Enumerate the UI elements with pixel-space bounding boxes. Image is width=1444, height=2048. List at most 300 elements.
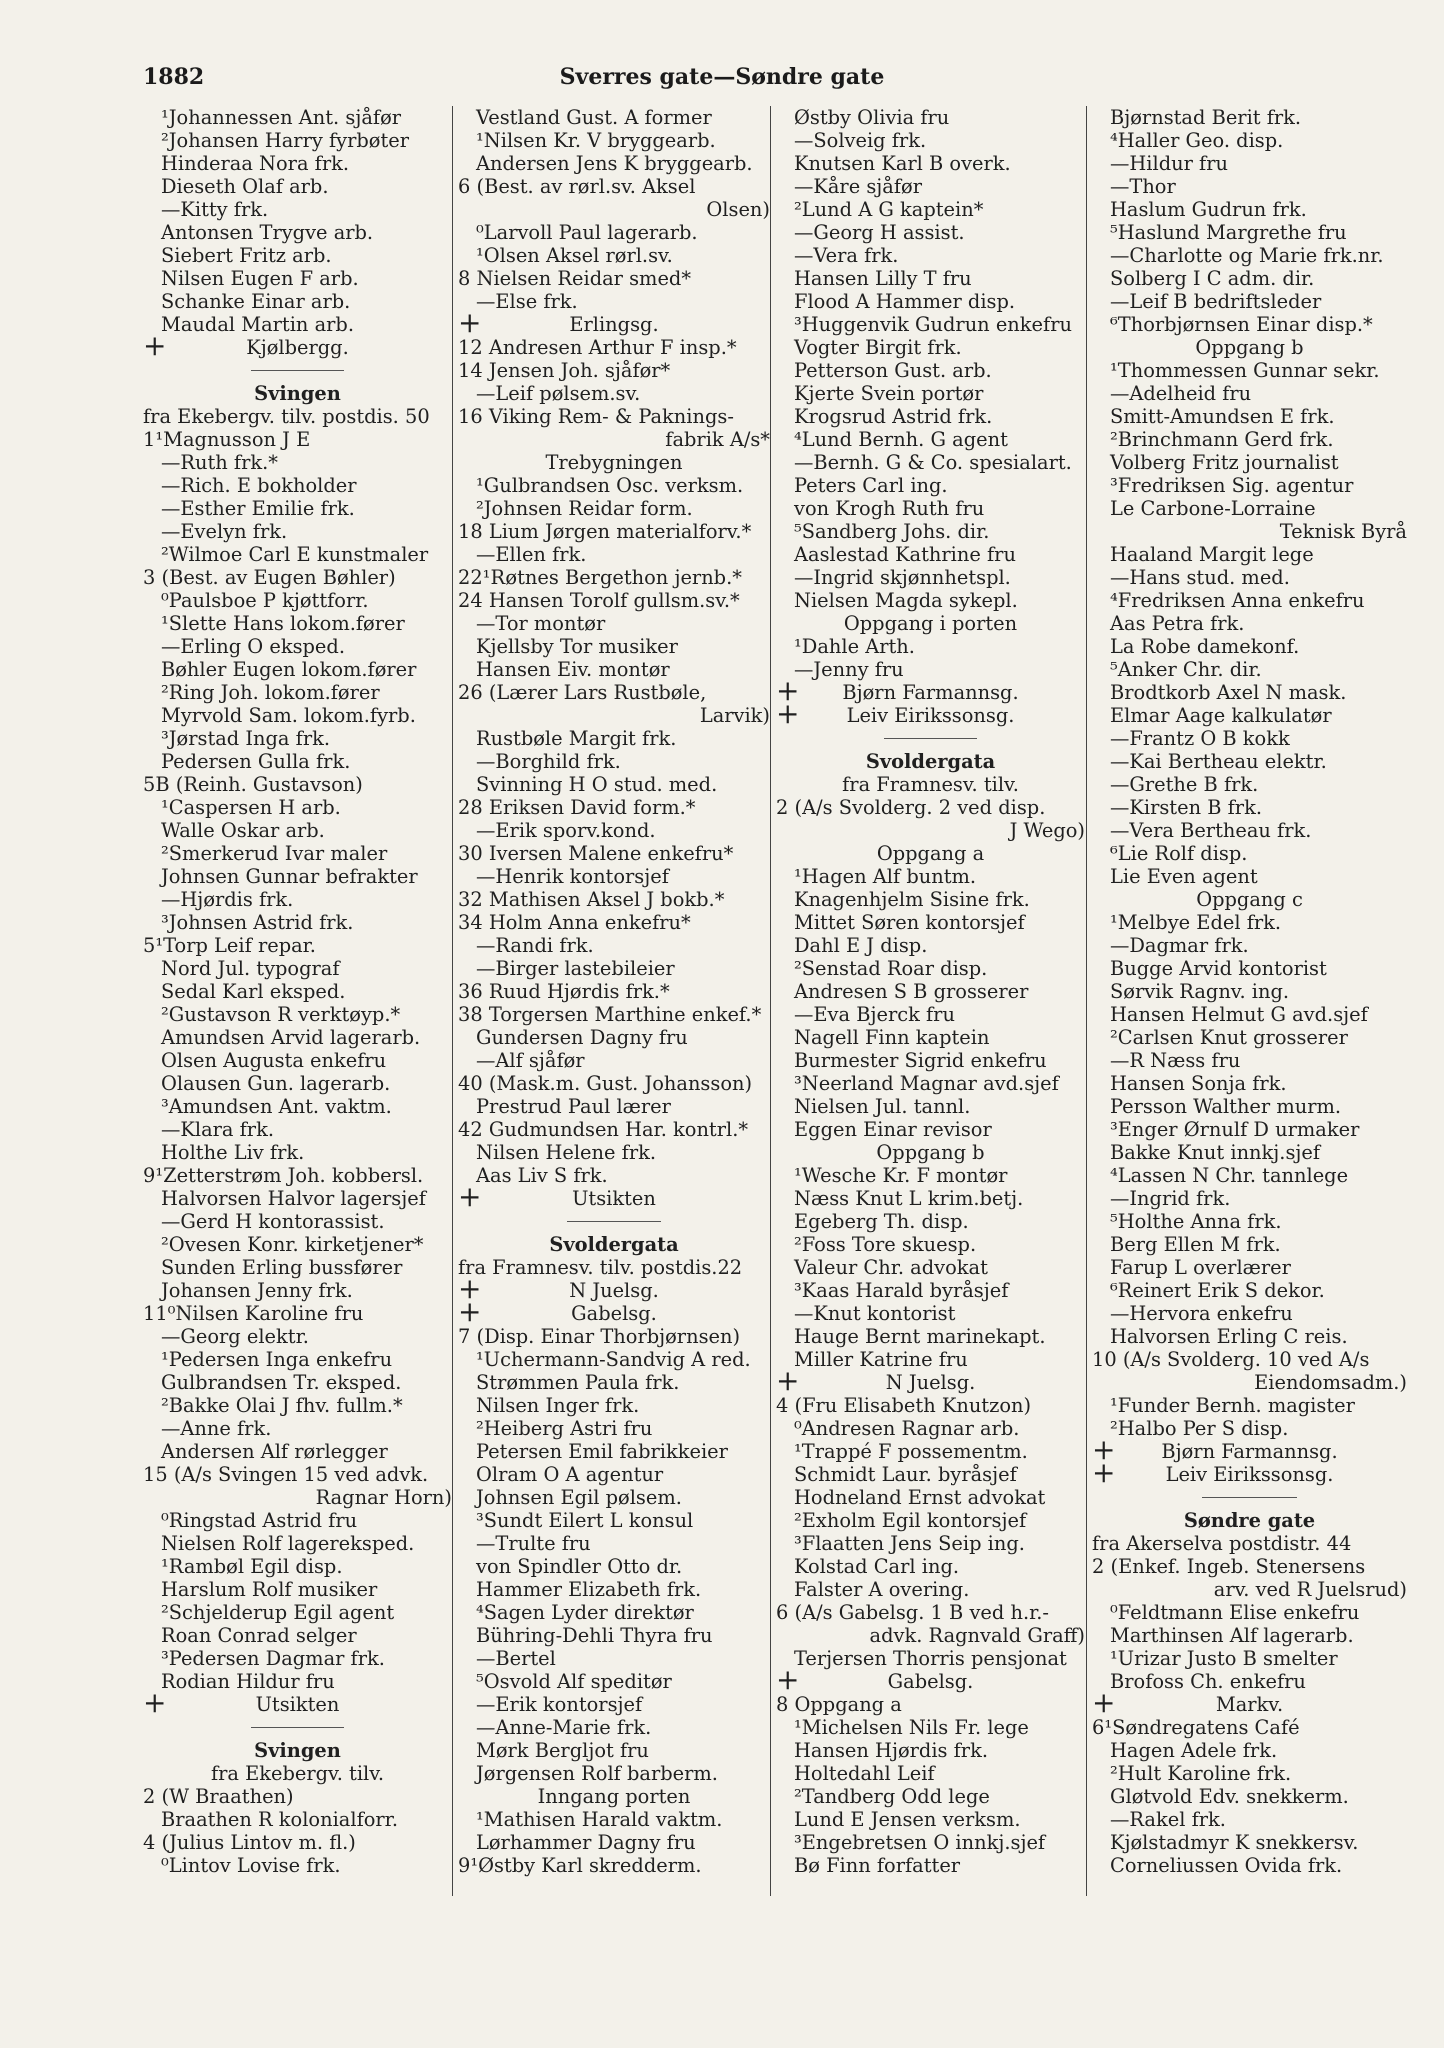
directory-entry: ³Jørstad Inga frk. bbox=[161, 727, 331, 750]
directory-entry: Falster A overing. bbox=[794, 1578, 970, 1601]
directory-entry: Lørhammer Dagny fru bbox=[476, 1831, 696, 1854]
directory-entry: ³Sundt Eilert L konsul bbox=[476, 1509, 694, 1532]
directory-entry: ²Carlsen Knut grosserer bbox=[1110, 1026, 1348, 1049]
directory-entry: ³Johnsen Astrid frk. bbox=[161, 911, 354, 934]
directory-entry: Burmester Sigrid enkefru bbox=[794, 1049, 1047, 1072]
sub-heading: Inngang porten bbox=[537, 1785, 691, 1808]
directory-entry: ³Fredriksen Sig. agentur bbox=[1110, 474, 1354, 497]
section-divider bbox=[143, 359, 452, 382]
directory-entry: Hansen Helmut G avd.sjef bbox=[1110, 1003, 1368, 1026]
directory-entry: Le Carbone-Lorraine bbox=[1110, 497, 1316, 520]
directory-entry: —Charlotte og Marie frk.nr. bbox=[1110, 244, 1384, 267]
street-heading: Svingen bbox=[254, 1739, 341, 1762]
directory-entry: —Evelyn frk. bbox=[161, 520, 288, 543]
cross-street: + N Juelsg. bbox=[458, 1279, 770, 1302]
directory-entry: Nilsen Helene frk. bbox=[476, 1141, 656, 1164]
sub-heading: fra Framnesv. tilv. bbox=[842, 773, 1019, 796]
directory-entry: ¹Wesche Kr. F montør bbox=[794, 1164, 1008, 1187]
directory-entry: —Birger lastebileier bbox=[476, 957, 675, 980]
sub-heading: Oppgang i porten bbox=[843, 612, 1018, 635]
directory-entry: Johnsen Gunnar befrakter bbox=[161, 865, 418, 888]
directory-entry: Schanke Einar arb. bbox=[161, 290, 351, 313]
directory-entry: ¹Michelsen Nils Fr. lege bbox=[794, 1716, 1029, 1739]
column-divider bbox=[770, 106, 771, 1896]
directory-entry: ⁰Larvoll Paul lagerarb. bbox=[476, 221, 698, 244]
directory-entry: Bøhler Eugen lokom.fører bbox=[161, 658, 417, 681]
section-divider bbox=[458, 1210, 770, 1233]
directory-entry: ¹Slette Hans lokom.fører bbox=[161, 612, 405, 635]
directory-entry: ³Amundsen Ant. vaktm. bbox=[161, 1095, 392, 1118]
directory-entry: Nagell Finn kaptein bbox=[794, 1026, 990, 1049]
directory-entry: Rodian Hildur fru bbox=[161, 1670, 335, 1693]
directory-entry: —Georg H assist. bbox=[794, 221, 965, 244]
directory-entry: ²Schjelderup Egil agent bbox=[161, 1601, 395, 1624]
directory-entry: Olsen Augusta enkefru bbox=[161, 1049, 387, 1072]
address-entry: 5B (Reinh. Gustavson) bbox=[143, 773, 363, 796]
directory-entry: —Dagmar frk. bbox=[1110, 934, 1249, 957]
address-entry: 12 Andresen Arthur F insp.* bbox=[458, 336, 737, 359]
directory-entry: Harslum Rolf musiker bbox=[161, 1578, 378, 1601]
directory-entry: ⁶Lie Rolf disp. bbox=[1110, 842, 1248, 865]
directory-entry: —Adelheid fru bbox=[1110, 382, 1252, 405]
directory-entry: Prestrud Paul lærer bbox=[476, 1095, 671, 1118]
directory-entry: —Kirsten B frk. bbox=[1110, 796, 1262, 819]
sub-heading: fra Ekebergv. tilv. bbox=[210, 1762, 385, 1785]
directory-entry: Gløtvold Edv. snekkerm. bbox=[1110, 1785, 1349, 1808]
directory-entry: Solberg I C adm. dir. bbox=[1110, 267, 1315, 290]
directory-entry: —Grethe B frk. bbox=[1110, 773, 1259, 796]
directory-entry: ²Foss Tore skuesp. bbox=[794, 1233, 977, 1256]
cross-street: + N Juelsg. bbox=[776, 1371, 1085, 1394]
directory-entry: Nord Jul. typograf bbox=[161, 957, 340, 980]
address-entry: 7 (Disp. Einar Thorbjørnsen) bbox=[458, 1325, 741, 1348]
address-entry: 14 Jensen Joh. sjåfør* bbox=[458, 359, 671, 382]
directory-entry: —Kai Bertheau elektr. bbox=[1110, 750, 1327, 773]
address-entry: fra Akerselva postdistr. 44 bbox=[1092, 1532, 1352, 1555]
directory-entry: ⁰Lintov Lovise frk. bbox=[161, 1854, 341, 1877]
address-entry: 2 (W Braathen) bbox=[143, 1785, 294, 1808]
directory-entry: ²Senstad Roar disp. bbox=[794, 957, 988, 980]
continuation-line: arv. ved R Juelsrud) bbox=[1213, 1578, 1407, 1601]
directory-entry: Terjersen Thorris pensjonat bbox=[794, 1647, 1067, 1670]
directory-entry: ²Brinchmann Gerd frk. bbox=[1110, 428, 1334, 451]
directory-entry: von Krogh Ruth fru bbox=[794, 497, 985, 520]
address-entry: 24 Hansen Torolf gullsm.sv.* bbox=[458, 589, 740, 612]
directory-entry: Kjellsby Tor musiker bbox=[476, 635, 678, 658]
directory-entry: Knagenhjelm Sisine frk. bbox=[794, 888, 1030, 911]
directory-entry: Kjølstadmyr K snekkersv. bbox=[1110, 1831, 1359, 1854]
directory-entry: Bjørnstad Berit frk. bbox=[1110, 106, 1302, 129]
directory-entry: ³Huggenvik Gudrun enkefru bbox=[794, 313, 1072, 336]
directory-entry: Hansen Hjørdis frk. bbox=[794, 1739, 988, 1762]
directory-entry: Bakke Knut innkj.sjef bbox=[1110, 1141, 1321, 1164]
directory-entry: Mørk Bergljot fru bbox=[476, 1739, 649, 1762]
directory-entry: —R Næss fru bbox=[1110, 1049, 1241, 1072]
continuation-line: fabrik A/s* bbox=[665, 428, 770, 451]
cross-street: + Markv. bbox=[1092, 1693, 1407, 1716]
directory-entry: von Spindler Otto dr. bbox=[476, 1555, 683, 1578]
column-4 bbox=[1092, 106, 1407, 1877]
directory-entry: —Hjørdis frk. bbox=[161, 888, 294, 911]
directory-entry: Gulbrandsen Tr. eksped. bbox=[161, 1371, 402, 1394]
directory-entry: ³Enger Ørnulf D urmaker bbox=[1110, 1118, 1360, 1141]
directory-entry: Nielsen Jul. tannl. bbox=[794, 1095, 971, 1118]
cross-street: + Bjørn Farmannsg. bbox=[1092, 1440, 1407, 1463]
directory-entry: ¹Caspersen H arb. bbox=[161, 796, 341, 819]
directory-entry: —Hildur fru bbox=[1110, 152, 1228, 175]
directory-entry: Bühring-Dehli Thyra fru bbox=[476, 1624, 713, 1647]
address-entry: 42 Gudmundsen Har. kontrl.* bbox=[458, 1118, 749, 1141]
directory-entry: ²Exholm Egil kontorsjef bbox=[794, 1509, 1027, 1532]
directory-entry: Miller Katrine fru bbox=[794, 1348, 968, 1371]
directory-entry: —Thor bbox=[1110, 175, 1176, 198]
directory-entry: ¹Mathisen Harald vaktm. bbox=[476, 1808, 723, 1831]
directory-entry: ¹Gulbrandsen Osc. verksm. bbox=[476, 474, 744, 497]
directory-entry: ⁴Haller Geo. disp. bbox=[1110, 129, 1284, 152]
directory-entry: ³Pedersen Dagmar frk. bbox=[161, 1647, 385, 1670]
directory-entry: —Kitty frk. bbox=[161, 198, 269, 221]
directory-entry: ³Engebretsen O innkj.sjef bbox=[794, 1831, 1046, 1854]
street-heading: Søndre gate bbox=[1183, 1509, 1316, 1532]
directory-entry: Volberg Fritz journalist bbox=[1110, 451, 1339, 474]
directory-entry: Rustbøle Margit frk. bbox=[476, 727, 677, 750]
address-entry: 28 Eriksen David form.* bbox=[458, 796, 696, 819]
directory-entry: Haslum Gudrun frk. bbox=[1110, 198, 1307, 221]
directory-entry: ¹Rambøl Egil disp. bbox=[161, 1555, 343, 1578]
continuation-line: Larvik) bbox=[699, 704, 770, 727]
directory-entry: ²Gustavson R verktøyp.* bbox=[161, 1003, 401, 1026]
directory-entry: Nilsen Inger frk. bbox=[476, 1394, 640, 1417]
column-3 bbox=[776, 106, 1085, 1877]
directory-entry: ⁵Osvold Alf speditør bbox=[476, 1670, 672, 1693]
directory-entry: Corneliussen Ovida frk. bbox=[1110, 1854, 1343, 1877]
directory-entry: ⁴Lund Bernh. G agent bbox=[794, 428, 1008, 451]
cross-street: + Bjørn Farmannsg. bbox=[776, 681, 1085, 704]
directory-entry: ¹Johannessen Ant. sjåfør bbox=[161, 106, 402, 129]
cross-street: + Kjølbergg. bbox=[143, 336, 452, 359]
directory-entry: —Ingrid frk. bbox=[1110, 1187, 1231, 1210]
directory-entry: ²Tandberg Odd lege bbox=[794, 1785, 990, 1808]
directory-entry: ¹Nilsen Kr. V bryggearb. bbox=[476, 129, 716, 152]
directory-entry: —Knut kontorist bbox=[794, 1302, 956, 1325]
directory-entry: —Else frk. bbox=[476, 290, 578, 313]
continuation-line: Teknisk Byrå bbox=[1279, 520, 1407, 543]
section-divider bbox=[1092, 1486, 1407, 1509]
directory-entry: —Eva Bjerck fru bbox=[794, 1003, 955, 1026]
directory-entry: Halvorsen Erling C reis. bbox=[1110, 1325, 1348, 1348]
directory-entry: Østby Olivia fru bbox=[794, 106, 950, 129]
directory-entry: Nielsen Rolf lagereksped. bbox=[161, 1532, 415, 1555]
directory-entry: Aaslestad Kathrine fru bbox=[794, 543, 1016, 566]
address-entry: 9¹Zetterstrøm Joh. kobbersl. bbox=[143, 1164, 424, 1187]
directory-entry: Roan Conrad selger bbox=[161, 1624, 357, 1647]
directory-entry: —Esther Emilie frk. bbox=[161, 497, 355, 520]
directory-entry: Flood A Hammer disp. bbox=[794, 290, 1016, 313]
directory-entry: ¹Trappé F possementm. bbox=[794, 1440, 1028, 1463]
directory-entry: ⁶Reinert Erik S dekor. bbox=[1110, 1279, 1325, 1302]
directory-entry: Bugge Arvid kontorist bbox=[1110, 957, 1327, 980]
directory-entry: ²Smerkerud Ivar maler bbox=[161, 842, 388, 865]
directory-entry: —Anne-Marie frk. bbox=[476, 1716, 652, 1739]
directory-entry: —Borghild frk. bbox=[476, 750, 621, 773]
directory-entry: ²Ovesen Konr. kirketjener* bbox=[161, 1233, 424, 1256]
address-entry: 8 Oppgang a bbox=[776, 1693, 902, 1716]
directory-entry: Haaland Margit lege bbox=[1110, 543, 1314, 566]
directory-entry: Holtedahl Leif bbox=[794, 1762, 935, 1785]
directory-entry: Eggen Einar revisor bbox=[794, 1118, 992, 1141]
directory-entry: Aas Petra frk. bbox=[1110, 612, 1245, 635]
directory-entry: Brodtkorb Axel N mask. bbox=[1110, 681, 1347, 704]
cross-street: + Erlingsg. bbox=[458, 313, 770, 336]
address-entry: 6 (A/s Gabelsg. 1 B ved h.r.- bbox=[776, 1601, 1049, 1624]
directory-entry: Antonsen Trygve arb. bbox=[161, 221, 374, 244]
address-entry: 6¹Søndregatens Café bbox=[1092, 1716, 1300, 1739]
directory-entry: —Klara frk. bbox=[161, 1118, 274, 1141]
directory-entry: ²Halbo Per S disp. bbox=[1110, 1417, 1289, 1440]
address-entry: 36 Ruud Hjørdis frk.* bbox=[458, 980, 670, 1003]
directory-entry: Amundsen Arvid lagerarb. bbox=[161, 1026, 421, 1049]
directory-entry: Holthe Liv frk. bbox=[161, 1141, 305, 1164]
cross-street: + Utsikten bbox=[143, 1693, 452, 1716]
directory-entry: Marthinsen Alf lagerarb. bbox=[1110, 1624, 1354, 1647]
directory-entry: Siebert Fritz arb. bbox=[161, 244, 332, 267]
directory-entry: Hagen Adele frk. bbox=[1110, 1739, 1278, 1762]
directory-entry: —Frantz O B kokk bbox=[1110, 727, 1290, 750]
cross-street: + Utsikten bbox=[458, 1187, 770, 1210]
directory-entry: Petterson Gust. arb. bbox=[794, 359, 992, 382]
directory-entry: ¹Hagen Alf buntm. bbox=[794, 865, 977, 888]
directory-entry: Sørvik Ragnv. ing. bbox=[1110, 980, 1290, 1003]
directory-entry: —Ruth frk.* bbox=[161, 451, 278, 474]
directory-entry: —Trulte fru bbox=[476, 1532, 591, 1555]
address-entry: 40 (Mask.m. Gust. Johansson) bbox=[458, 1072, 753, 1095]
directory-entry: —Anne frk. bbox=[161, 1417, 272, 1440]
directory-entry: Sedal Karl eksped. bbox=[161, 980, 346, 1003]
address-entry: 2 (Enkef. Ingeb. Stenersens bbox=[1092, 1555, 1366, 1578]
directory-entry: —Rich. E bokholder bbox=[161, 474, 357, 497]
directory-entry: —Rakel frk. bbox=[1110, 1808, 1226, 1831]
column-1 bbox=[143, 106, 452, 1877]
directory-entry: Jørgensen Rolf barberm. bbox=[476, 1762, 718, 1785]
directory-entry: —Georg elektr. bbox=[161, 1325, 309, 1348]
directory-entry: La Robe damekonf. bbox=[1110, 635, 1300, 658]
directory-entry: Persson Walther murm. bbox=[1110, 1095, 1342, 1118]
directory-entry: ¹Pedersen Inga enkefru bbox=[161, 1348, 393, 1371]
directory-entry: —Hans stud. med. bbox=[1110, 566, 1290, 589]
directory-entry: ²Ring Joh. lokom.fører bbox=[161, 681, 380, 704]
directory-entry: —Kåre sjåfør bbox=[794, 175, 922, 198]
cross-street: + Gabelsg. bbox=[458, 1302, 770, 1325]
column-2 bbox=[458, 106, 770, 1877]
address-entry: fra Framnesv. tilv. postdis.22 bbox=[458, 1256, 743, 1279]
directory-entry: Maudal Martin arb. bbox=[161, 313, 354, 336]
directory-entry: ³Neerland Magnar avd.sjef bbox=[794, 1072, 1059, 1095]
directory-entry: Bø Finn forfatter bbox=[794, 1854, 961, 1877]
cross-street: + Gabelsg. bbox=[776, 1670, 1085, 1693]
directory-entry: Aas Liv S frk. bbox=[476, 1164, 608, 1187]
directory-entry: ⁴Fredriksen Anna enkefru bbox=[1110, 589, 1365, 612]
directory-entry: Kjerte Svein portør bbox=[794, 382, 984, 405]
directory-entry: Berg Ellen M frk. bbox=[1110, 1233, 1281, 1256]
directory-entry: ⁴Lassen N Chr. tannlege bbox=[1110, 1164, 1349, 1187]
continuation-line: J Wego) bbox=[1009, 819, 1085, 842]
directory-entry: Elmar Aage kalkulatør bbox=[1110, 704, 1332, 727]
continuation-line: advk. Ragnvald Graff) bbox=[869, 1624, 1085, 1647]
address-entry: 2 (A/s Svolderg. 2 ved disp. bbox=[776, 796, 1046, 819]
directory-entry: —Vera frk. bbox=[794, 244, 899, 267]
address-entry: 34 Holm Anna enkefru* bbox=[458, 911, 691, 934]
directory-entry: Hinderaa Nora frk. bbox=[161, 152, 350, 175]
section-divider bbox=[143, 1716, 452, 1739]
directory-entry: Halvorsen Halvor lagersjef bbox=[161, 1187, 426, 1210]
address-entry: 26 (Lærer Lars Rustbøle, bbox=[458, 681, 707, 704]
column-divider bbox=[1086, 106, 1087, 1896]
directory-entry: —Bernh. G & Co. spesialart. bbox=[794, 451, 1072, 474]
directory-entry: Andresen S B grosserer bbox=[794, 980, 1029, 1003]
directory-entry: ⁰Paulsboe P kjøttforr. bbox=[161, 589, 369, 612]
directory-entry: ⁴Sagen Lyder direktør bbox=[476, 1601, 694, 1624]
sub-heading: Oppgang a bbox=[876, 842, 985, 865]
directory-entry: Olram O A agentur bbox=[476, 1463, 664, 1486]
directory-entry: ²Hult Karoline frk. bbox=[1110, 1762, 1292, 1785]
section-divider bbox=[776, 727, 1085, 750]
directory-entry: ²Bakke Olai J fhv. fullm.* bbox=[161, 1394, 403, 1417]
directory-entry: ²Wilmoe Carl E kunstmaler bbox=[161, 543, 429, 566]
address-entry: 4 (Fru Elisabeth Knutzon) bbox=[776, 1394, 1032, 1417]
address-entry: 6 (Best. av rørl.sv. Aksel bbox=[458, 175, 696, 198]
directory-entry: Nilsen Eugen F arb. bbox=[161, 267, 359, 290]
directory-entry: —Gerd H kontorassist. bbox=[161, 1210, 385, 1233]
directory-entry: Hodneland Ernst advokat bbox=[794, 1486, 1046, 1509]
street-heading: Svingen bbox=[254, 382, 341, 405]
directory-entry: Lie Even agent bbox=[1110, 865, 1258, 888]
directory-entry: Braathen R kolonialforr. bbox=[161, 1808, 398, 1831]
directory-entry: ¹Dahle Arth. bbox=[794, 635, 915, 658]
address-entry: 15 (A/s Svingen 15 ved advk. bbox=[143, 1463, 429, 1486]
directory-entry: —Vera Bertheau frk. bbox=[1110, 819, 1312, 842]
page-number: 1882 bbox=[143, 64, 205, 90]
continuation-line: Eiendomsadm.) bbox=[1254, 1371, 1407, 1394]
directory-entry: Krogsrud Astrid frk. bbox=[794, 405, 993, 428]
directory-entry: —Hervora enkefru bbox=[1110, 1302, 1293, 1325]
address-entry: 16 Viking Rem- & Paknings- bbox=[458, 405, 734, 428]
directory-entry: Dahl E J disp. bbox=[794, 934, 928, 957]
directory-entry: Vestland Gust. A former bbox=[476, 106, 712, 129]
address-entry: 32 Mathisen Aksel J bokb.* bbox=[458, 888, 725, 911]
directory-entry: ²Johnsen Reidar form. bbox=[476, 497, 693, 520]
directory-entry: ⁵Haslund Margrethe fru bbox=[1110, 221, 1347, 244]
directory-entry: ¹Thommessen Gunnar sekr. bbox=[1110, 359, 1380, 382]
directory-entry: Sunden Erling bussfører bbox=[161, 1256, 403, 1279]
directory-entry: Mittet Søren kontorsjef bbox=[794, 911, 1025, 934]
directory-entry: ⁵Anker Chr. dir. bbox=[1110, 658, 1262, 681]
column-divider bbox=[452, 106, 453, 1896]
continuation-line: Olsen) bbox=[706, 198, 770, 221]
directory-entry: —Erik sporv.kond. bbox=[476, 819, 656, 842]
directory-entry: —Tor montør bbox=[476, 612, 606, 635]
directory-entry: —Randi frk. bbox=[476, 934, 594, 957]
directory-entry: Johnsen Egil pølsem. bbox=[476, 1486, 682, 1509]
directory-entry: ³Kaas Harald byråsjef bbox=[794, 1279, 1009, 1302]
sub-heading: Oppgang c bbox=[1196, 888, 1303, 911]
directory-entry: Hansen Sonja frk. bbox=[1110, 1072, 1287, 1095]
sub-heading: Oppgang b bbox=[1195, 336, 1304, 359]
directory-entry: Hammer Elizabeth frk. bbox=[476, 1578, 702, 1601]
directory-entry: ⁰Ringstad Astrid fru bbox=[161, 1509, 358, 1532]
address-entry: 8 Nielsen Reidar smed* bbox=[458, 267, 692, 290]
directory-entry: Nielsen Magda sykepl. bbox=[794, 589, 1018, 612]
directory-entry: ³Flaatten Jens Seip ing. bbox=[794, 1532, 1025, 1555]
directory-entry: Pedersen Gulla frk. bbox=[161, 750, 351, 773]
cross-street: + Leiv Eirikssonsg. bbox=[776, 704, 1085, 727]
address-entry: 3 (Best. av Eugen Bøhler) bbox=[143, 566, 396, 589]
directory-entry: —Jenny fru bbox=[794, 658, 904, 681]
directory-entry: Brofoss Ch. enkefru bbox=[1110, 1670, 1306, 1693]
directory-entry: Hauge Bernt marinekapt. bbox=[794, 1325, 1046, 1348]
address-entry: 38 Torgersen Marthine enkef.* bbox=[458, 1003, 762, 1026]
directory-entry: ⁰Andresen Ragnar arb. bbox=[794, 1417, 1020, 1440]
directory-entry: Andersen Alf rørlegger bbox=[161, 1440, 388, 1463]
address-entry: 22¹Røtnes Bergethon jernb.* bbox=[458, 566, 742, 589]
directory-entry: —Bertel bbox=[476, 1647, 556, 1670]
directory-entry: —Ellen frk. bbox=[476, 543, 587, 566]
directory-entry: Lund E Jensen verksm. bbox=[794, 1808, 1021, 1831]
directory-entry: Farup L overlærer bbox=[1110, 1256, 1291, 1279]
sub-heading: Trebygningen bbox=[545, 451, 683, 474]
page-title: Sverres gate—Søndre gate bbox=[559, 64, 885, 90]
directory-entry: —Alf sjåfør bbox=[476, 1049, 585, 1072]
directory-entry: —Leif B bedriftsleder bbox=[1110, 290, 1322, 313]
directory-entry: Hansen Lilly T fru bbox=[794, 267, 972, 290]
address-entry: 30 Iversen Malene enkefru* bbox=[458, 842, 734, 865]
directory-entry: Andersen Jens K bryggearb. bbox=[476, 152, 753, 175]
directory-entry: ¹Olsen Aksel rørl.sv. bbox=[476, 244, 673, 267]
directory-entry: ¹Melbye Edel frk. bbox=[1110, 911, 1282, 934]
directory-entry: Schmidt Laur. byråsjef bbox=[794, 1463, 1017, 1486]
directory-entry: Smitt-Amundsen E frk. bbox=[1110, 405, 1335, 428]
directory-entry: Peters Carl ing. bbox=[794, 474, 948, 497]
directory-entry: —Ingrid skjønnhetspl. bbox=[794, 566, 1011, 589]
directory-entry: ²Heiberg Astri fru bbox=[476, 1417, 653, 1440]
directory-entry: ¹Uchermann-Sandvig A red. bbox=[476, 1348, 751, 1371]
directory-entry: Næss Knut L krim.betj. bbox=[794, 1187, 1024, 1210]
directory-entry: Valeur Chr. advokat bbox=[794, 1256, 988, 1279]
directory-entry: —Erling O eksped. bbox=[161, 635, 345, 658]
directory-entry: ¹Funder Bernh. magister bbox=[1110, 1394, 1355, 1417]
street-heading: Svoldergata bbox=[549, 1233, 679, 1256]
directory-entry: Hansen Eiv. montør bbox=[476, 658, 670, 681]
directory-entry: ⁶Thorbjørnsen Einar disp.* bbox=[1110, 313, 1373, 336]
directory-entry: ²Lund A G kaptein* bbox=[794, 198, 984, 221]
address-entry: fra Ekebergv. tilv. postdis. 50 bbox=[143, 405, 430, 428]
address-entry: 4 (Julius Lintov m. fl.) bbox=[143, 1831, 356, 1854]
directory-entry: ⁰Feldtmann Elise enkefru bbox=[1110, 1601, 1360, 1624]
directory-entry: Svinning H O stud. med. bbox=[476, 773, 718, 796]
directory-entry: Egeberg Th. disp. bbox=[794, 1210, 969, 1233]
directory-entry: Gundersen Dagny fru bbox=[476, 1026, 688, 1049]
directory-entry: Olausen Gun. lagerarb. bbox=[161, 1072, 391, 1095]
directory-entry: Myrvold Sam. lokom.fyrb. bbox=[161, 704, 416, 727]
directory-entry: Petersen Emil fabrikkeier bbox=[476, 1440, 728, 1463]
directory-entry: —Henrik kontorsjef bbox=[476, 865, 669, 888]
cross-street: + Leiv Eirikssonsg. bbox=[1092, 1463, 1407, 1486]
directory-entry: Walle Oskar arb. bbox=[161, 819, 325, 842]
directory-entry: —Solveig frk. bbox=[794, 129, 927, 152]
directory-entry: Knutsen Karl B overk. bbox=[794, 152, 1011, 175]
address-entry: 10 (A/s Svolderg. 10 ved A/s bbox=[1092, 1348, 1370, 1371]
directory-entry: Dieseth Olaf arb. bbox=[161, 175, 329, 198]
directory-entry: ²Johansen Harry fyrbøter bbox=[161, 129, 409, 152]
